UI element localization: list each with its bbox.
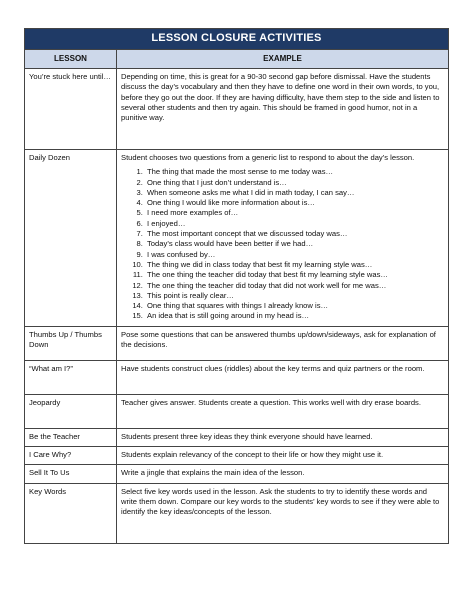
list-item: 4. One thing I would like more information about is… [145, 198, 444, 208]
example-text: Students explain relevancy of the concept to their life or how they might use it. [121, 450, 384, 460]
table-row [25, 428, 449, 446]
lesson-name: Thumbs Up / Thumbs Down [25, 326, 117, 360]
table-row [25, 150, 449, 327]
lesson-name: “What am I?” [25, 360, 117, 394]
list-item: 7. The most important concept that we discussed today was… [145, 229, 444, 239]
lesson-example [117, 326, 449, 360]
list-item: 14. One thing that squares with things I already know is… [145, 301, 444, 311]
lesson-example [117, 483, 449, 543]
prompt-list [121, 167, 444, 321]
table-row [25, 447, 449, 465]
lesson-name: Jeopardy [25, 394, 117, 428]
example-text: Pose some questions that can be answered thumbs up/down/sideways, ask for explanation of the decisions. [121, 329, 436, 350]
example-text: Select five key words used in the lesson. Ask the students to try to identify these words and write them down. Compare our key words to the students’ key words to see if they were able to identify the key ideas/concepts of the lesson. [121, 486, 440, 517]
table-row [25, 394, 449, 428]
list-item: 15. An idea that is still going around in my head is… [145, 311, 444, 321]
table-row [25, 465, 449, 483]
lesson-example [117, 69, 449, 150]
lesson-name: You’re stuck here until… [25, 69, 117, 150]
document-page [24, 28, 449, 544]
list-item: 10. The thing we did in class today that best fit my learning style was… [145, 260, 444, 270]
table-row [25, 326, 449, 360]
example-text: Student chooses two questions from a generic list to respond to about the day’s lesson. [121, 153, 415, 162]
example-text: Write a jingle that explains the main idea of the lesson. [121, 468, 305, 478]
example-text: Students present three key ideas they think everyone should have learned. [121, 431, 373, 441]
table-row [25, 360, 449, 394]
lesson-example [117, 394, 449, 428]
lesson-example [117, 150, 449, 327]
table-row [25, 483, 449, 543]
list-item: 11. The one thing the teacher did today that best fit my learning style was… [145, 270, 444, 280]
lesson-name: Be the Teacher [25, 428, 117, 446]
lesson-example [117, 360, 449, 394]
lesson-name: I Care Why? [25, 447, 117, 465]
list-item: 1. The thing that made the most sense to me today was… [145, 167, 444, 177]
list-item: 6. I enjoyed… [145, 219, 444, 229]
list-item: 3. When someone asks me what I did in math today, I can say… [145, 188, 444, 198]
column-header-lesson: LESSON [25, 50, 117, 69]
lesson-example [117, 447, 449, 465]
list-item: 5. I need more examples of… [145, 208, 444, 218]
list-item: 2. One thing that I just don’t understand is… [145, 178, 444, 188]
example-text: Have students construct clues (riddles) about the key terms and quiz partners or the room. [121, 363, 425, 373]
column-header-example: EXAMPLE [117, 50, 449, 69]
list-item: 9. I was confused by… [145, 250, 444, 260]
lesson-example [117, 465, 449, 483]
table-title: LESSON CLOSURE ACTIVITIES [25, 29, 449, 50]
list-item: 12. The one thing the teacher did today that did not work well for me was… [145, 281, 444, 291]
example-text: Depending on time, this is great for a 90-30 second gap before dismissal. Have the students discuss the day’s vocabulary and then they have to define one word in their own words, to you, before they go out the door. If they are having difficulty, have them step to the side and listen to several other students and then try again. This should be framed in good humor, not in a punitive way. [121, 72, 440, 123]
lesson-name: Sell It To Us [25, 465, 117, 483]
list-item: 8. Today’s class would have been better if we had… [145, 239, 444, 249]
table-row [25, 69, 449, 150]
lesson-example [117, 428, 449, 446]
example-text: Teacher gives answer. Students create a question. This works well with dry erase boards. [121, 397, 421, 407]
lesson-name: Daily Dozen [25, 150, 117, 327]
lesson-name: Key Words [25, 483, 117, 543]
lesson-closure-table [24, 28, 449, 544]
list-item: 13. This point is really clear… [145, 291, 444, 301]
